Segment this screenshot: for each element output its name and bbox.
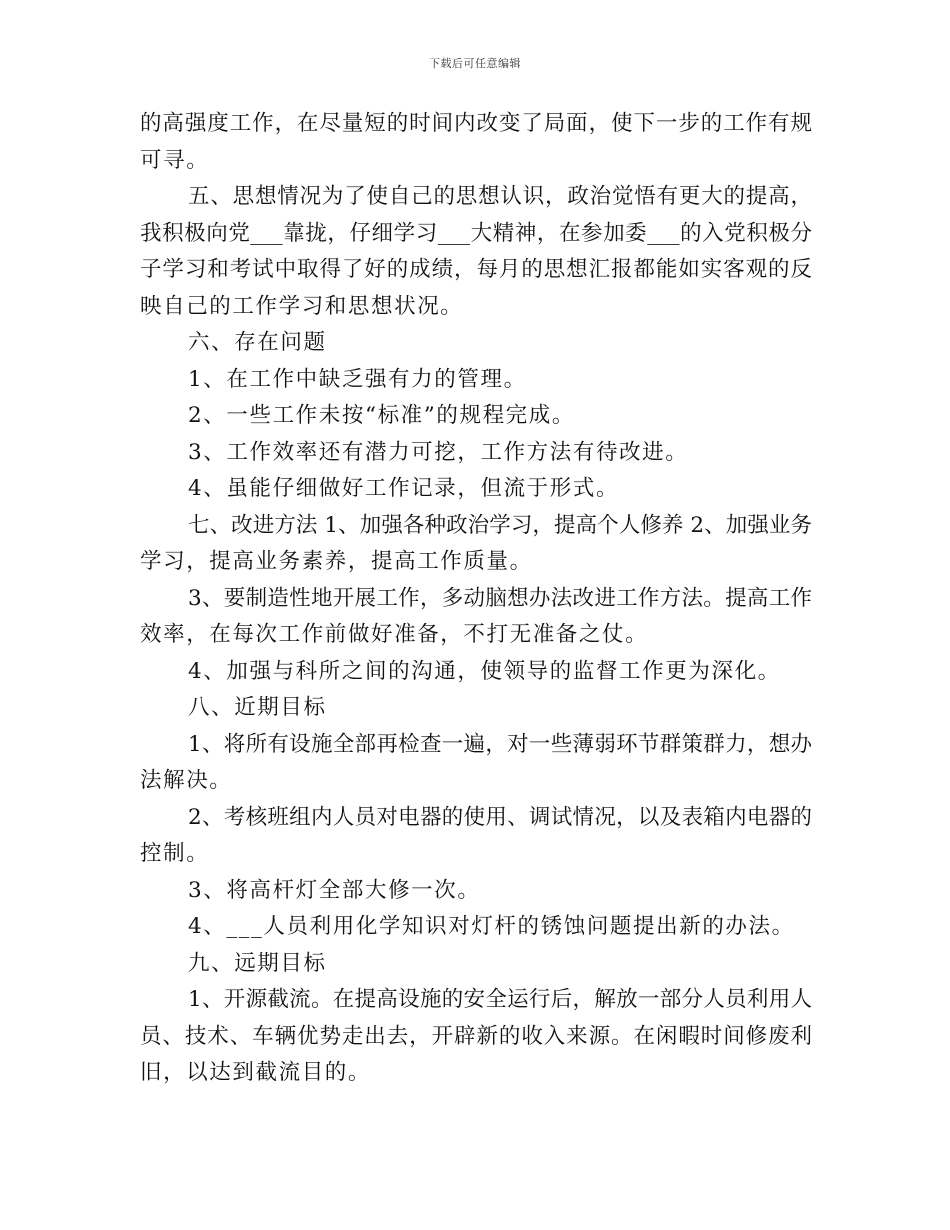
text-line: 六、存在问题 [188,330,327,355]
text-line: 控制。 [140,841,210,866]
document-body [140,106,812,1092]
text-line: 法解决。 [140,768,233,793]
text-line: 1、将所有设施全部再检查一遍，对一些薄弱环节群策群力，想办 [188,731,812,757]
text-line: 3、将高杆灯全部大修一次。 [188,877,481,903]
text-line: 2、一些工作未按“标准”的规程完成。 [188,403,575,428]
text-line: 3、工作效率还有潜力可挖，工作方法有待改进。 [188,439,689,465]
text-line: 2、考核班组内人员对电器的使用、调试情况，以及表箱内电器的 [188,804,812,830]
text-line: 旧，以达到截流目的。 [140,1060,372,1085]
text-line: 可寻。 [140,147,210,173]
page-header: 下载后可任意编辑 [429,57,521,70]
text-line: 4、___人员利用化学知识对灯杆的锈蚀问题提出新的办法。 [188,914,795,939]
text-line: 4、加强与科所之间的沟通，使领导的监督工作更为深化。 [188,658,781,684]
text-line: 效率，在每次工作前做好准备，不打无准备之仗。 [140,622,649,647]
text-line: 九、远期目标 [188,950,327,976]
text-line: 4、虽能仔细做好工作记录，但流于形式。 [188,476,620,501]
text-line: 子学习和考试中取得了好的成绩，每月的思想汇报都能如实客观的反 [140,257,812,282]
text-line: 我积极向党___靠拢，仔细学习___大精神，在参加委___的入党积极分 [140,220,812,246]
text-line: 学习，提高业务素养，提高工作质量。 [140,549,533,574]
text-line: 映自己的工作学习和思想状况。 [140,293,464,319]
text-line: 3、要制造性地开展工作，多动脑想办法改进工作方法。提高工作 [188,585,812,611]
text-line: 七、改进方法 1、加强各种政治学习，提高个人修养 2、加强业务 [188,512,812,538]
text-line: 八、近期目标 [188,695,327,720]
text-line: 的高强度工作，在尽量短的时间内改变了局面，使下一步的工作有规 [140,111,812,136]
text-line: 五、思想情况为了使自己的思想认识，政治觉悟有更大的提高， [188,184,812,209]
text-line: 1、开源截流。在提高设施的安全运行后，解放一部分人员利用人 [188,987,812,1012]
text-line: 1、在工作中缺乏强有力的管理。 [188,366,527,392]
text-line: 员、技术、车辆优势走出去，开辟新的收入来源。在闲暇时间修废利 [140,1023,812,1049]
